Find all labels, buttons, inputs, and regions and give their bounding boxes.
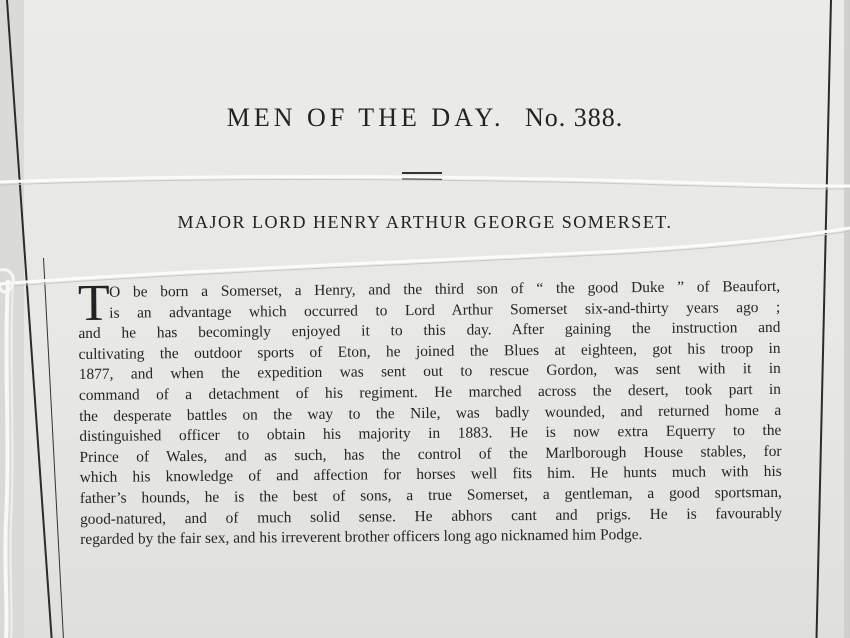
article-line: father’s hounds, he is the best of sons, a true Somerset, a gentleman, a good sportsman, (79, 483, 782, 507)
cord-lower (0, 228, 850, 284)
article-line: 1877, and when the expedition was sent out to rescue Gordon, was sent with it in (78, 360, 781, 384)
article-line: distinguished officer to obtain his majority in 1883. He is now extra Equerry to the (79, 422, 782, 446)
article-line: the desperate battles on the way to the Nile, was badly wounded, and returned home a (79, 401, 782, 425)
article-line: good-natured, and of much solid sense. He abhors cant and prigs. He is favourably (79, 504, 783, 528)
cord-hanging-2 (10, 282, 13, 638)
article-subtitle: MAJOR LORD HENRY ARTHUR GEORGE SOMERSET. (177, 212, 673, 232)
article-line: is an advantage which occurred to Lord Arthur Somerset six-and-thirty years ago ; (109, 298, 781, 322)
article-line: O be born a Somerset, a Henry, and the third son of “ the good Duke ” of Beaufort, (109, 277, 781, 301)
article-line: regarded by the fair sex, and his irreverent brother officers long ago nicknamed him Podge. (80, 526, 643, 549)
series-title: MEN OF THE DAY. (226, 103, 505, 132)
article-line: Prince of Wales, and as such, has the control of the Marlborough House stables, for (79, 442, 782, 466)
article-line: which his knowledge of and affection for horses well fits him. He hunts much with his (79, 463, 782, 487)
cord-hanging (5, 280, 8, 638)
article-line: command of a detachment of his regiment. He marched across the desert, took part in (78, 380, 782, 404)
drop-cap: T (77, 274, 111, 333)
issue-number: No. 388. (524, 103, 624, 132)
article-line: cultivating the outdoor sports of Eton, he joined the Blues at eighteen, got his troop in (78, 339, 781, 363)
article-line: and he has becomingly enjoyed it to this day. After gaining the instruction and (78, 319, 781, 343)
